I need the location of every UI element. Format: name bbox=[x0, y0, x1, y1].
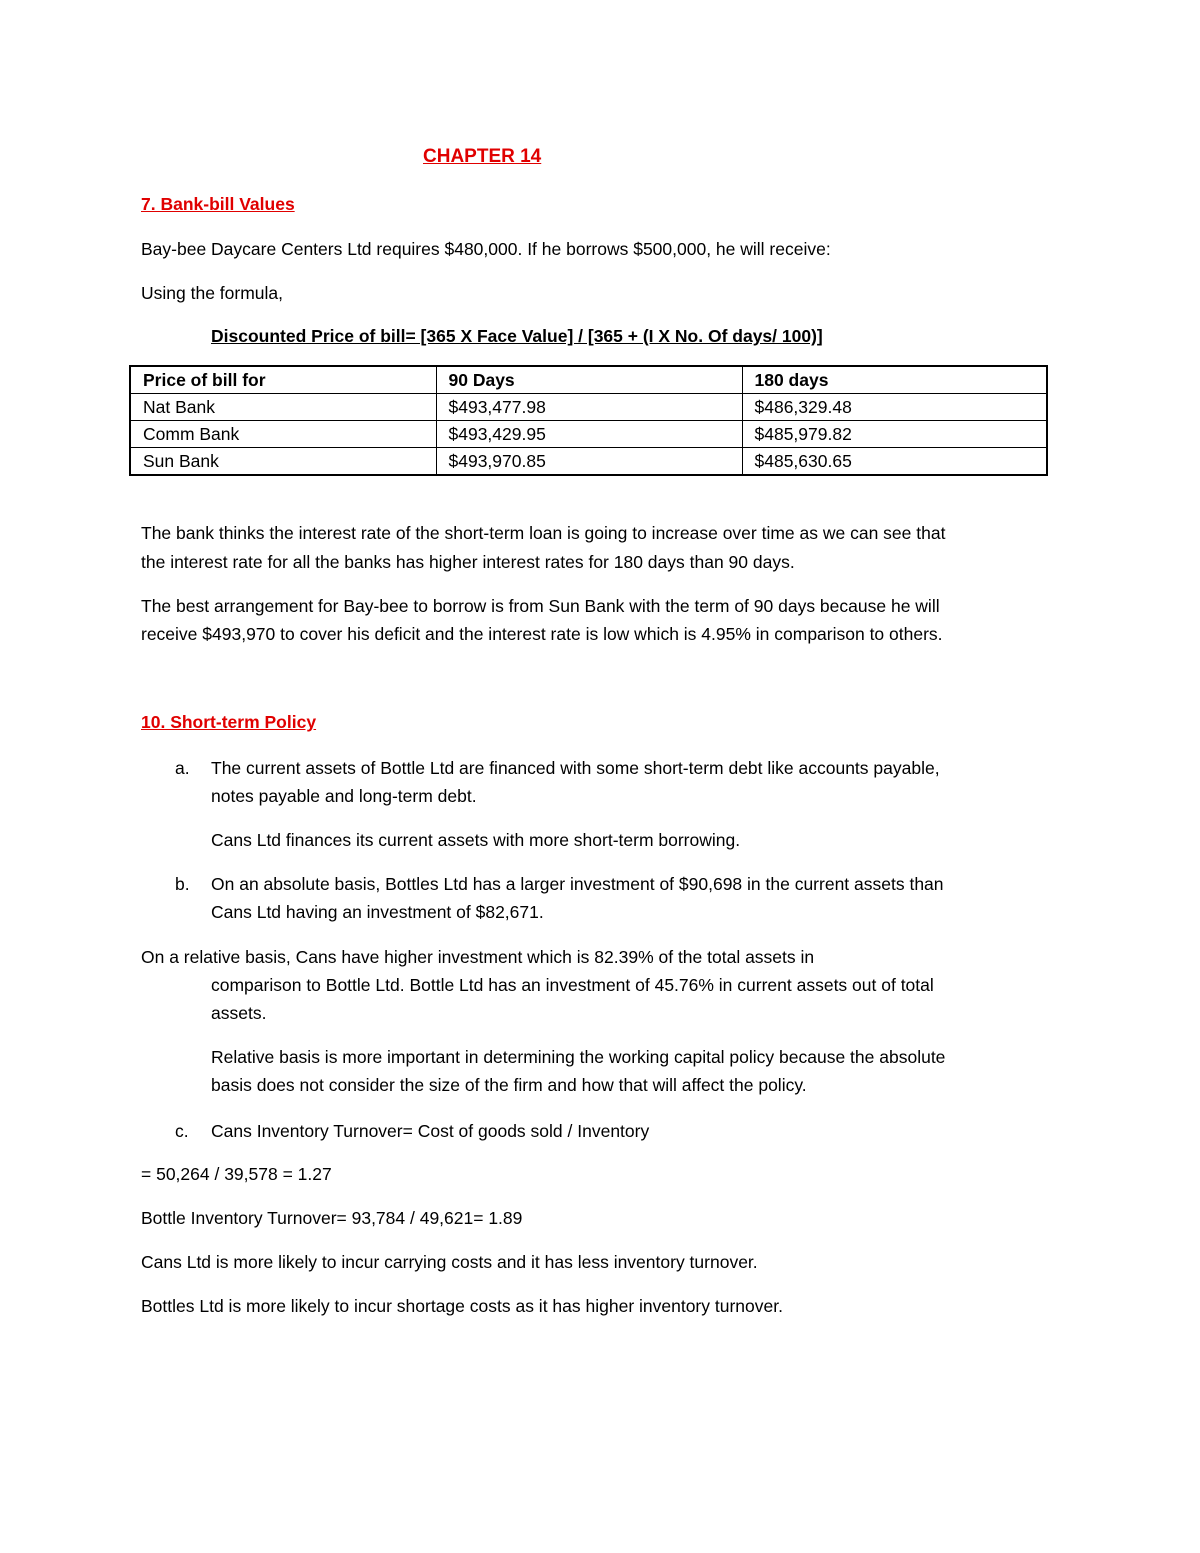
table-row bbox=[130, 448, 1047, 476]
section-7-heading: 7. Bank-bill Values bbox=[141, 194, 295, 214]
list-marker-c: c. bbox=[175, 1121, 189, 1141]
relative-importance-line: Relative basis is more important in determining the working capital policy because the absolute bbox=[211, 1047, 946, 1067]
best-arrangement-line: The best arrangement for Bay-bee to borrow is from Sun Bank with the term of 90 days because he will bbox=[141, 596, 940, 616]
section-7-intro: Bay-bee Daycare Centers Ltd requires $480,000. If he borrows $500,000, he will receive: bbox=[141, 239, 831, 259]
best-arrangement-line: receive $493,970 to cover his deficit and the interest rate is low which is 4.95% in comparison to others. bbox=[141, 624, 943, 644]
answer-b-line: On an absolute basis, Bottles Ltd has a larger investment of $90,698 in the current assets than bbox=[211, 874, 944, 894]
bottles-conclusion: Bottles Ltd is more likely to incur shortage costs as it has higher inventory turnover. bbox=[141, 1296, 783, 1316]
table-cell: $493,477.98 bbox=[436, 394, 742, 421]
table-cell: Nat Bank bbox=[130, 394, 436, 421]
answer-c-text: Cans Inventory Turnover= Cost of goods sold / Inventory bbox=[211, 1121, 650, 1141]
cans-conclusion: Cans Ltd is more likely to incur carrying costs and it has less inventory turnover. bbox=[141, 1252, 758, 1272]
table-row bbox=[130, 394, 1047, 421]
answer-a-line: The current assets of Bottle Ltd are financed with some short-term debt like accounts payable, bbox=[211, 758, 940, 778]
bank-paragraph-line: The bank thinks the interest rate of the short-term loan is going to increase over time as we can see that bbox=[141, 523, 946, 543]
table-row bbox=[130, 421, 1047, 448]
formula-intro: Using the formula, bbox=[141, 283, 284, 303]
bill-price-table bbox=[129, 365, 1048, 476]
chapter-title: CHAPTER 14 bbox=[423, 146, 542, 167]
table-header-cell: 90 Days bbox=[436, 366, 742, 394]
table-cell: Comm Bank bbox=[130, 421, 436, 448]
relative-importance-line: basis does not consider the size of the firm and how that will affect the policy. bbox=[211, 1075, 807, 1095]
relative-basis-line: On a relative basis, Cans have higher investment which is 82.39% of the total assets in bbox=[141, 947, 815, 967]
answer-a-line: notes payable and long-term debt. bbox=[211, 786, 477, 806]
table-cell: $493,429.95 bbox=[436, 421, 742, 448]
discount-formula: Discounted Price of bill= [365 X Face Value] / [365 + (I X No. Of days/ 100)] bbox=[211, 326, 823, 346]
section-10-heading: 10. Short-term Policy bbox=[141, 712, 317, 732]
table-cell: $486,329.48 bbox=[742, 394, 1047, 421]
relative-basis-paragraph bbox=[141, 943, 1061, 1027]
relative-basis-line: comparison to Bottle Ltd. Bottle Ltd has an investment of 45.76% in current assets out of total bbox=[211, 975, 934, 995]
table-header-cell: Price of bill for bbox=[130, 366, 436, 394]
list-marker-a: a. bbox=[175, 758, 190, 778]
table-cell: $493,970.85 bbox=[436, 448, 742, 476]
table-cell: $485,630.65 bbox=[742, 448, 1047, 476]
table-cell: $485,979.82 bbox=[742, 421, 1047, 448]
bottle-turnover-calc: Bottle Inventory Turnover= 93,784 / 49,621= 1.89 bbox=[141, 1208, 523, 1228]
bank-paragraph-line: the interest rate for all the banks has higher interest rates for 180 days than 90 days. bbox=[141, 552, 795, 572]
relative-importance-paragraph bbox=[211, 1043, 1061, 1099]
table-header-row bbox=[130, 366, 1047, 394]
answer-a-cans: Cans Ltd finances its current assets with more short-term borrowing. bbox=[211, 830, 741, 850]
list-marker-b: b. bbox=[175, 874, 190, 894]
answer-b-text bbox=[211, 870, 1061, 926]
cans-turnover-calc: = 50,264 / 39,578 = 1.27 bbox=[141, 1164, 332, 1184]
table-cell: Sun Bank bbox=[130, 448, 436, 476]
answer-a-text bbox=[211, 754, 1061, 810]
relative-basis-line: assets. bbox=[211, 1003, 267, 1023]
table-header-cell: 180 days bbox=[742, 366, 1047, 394]
answer-b-line: Cans Ltd having an investment of $82,671. bbox=[211, 902, 544, 922]
